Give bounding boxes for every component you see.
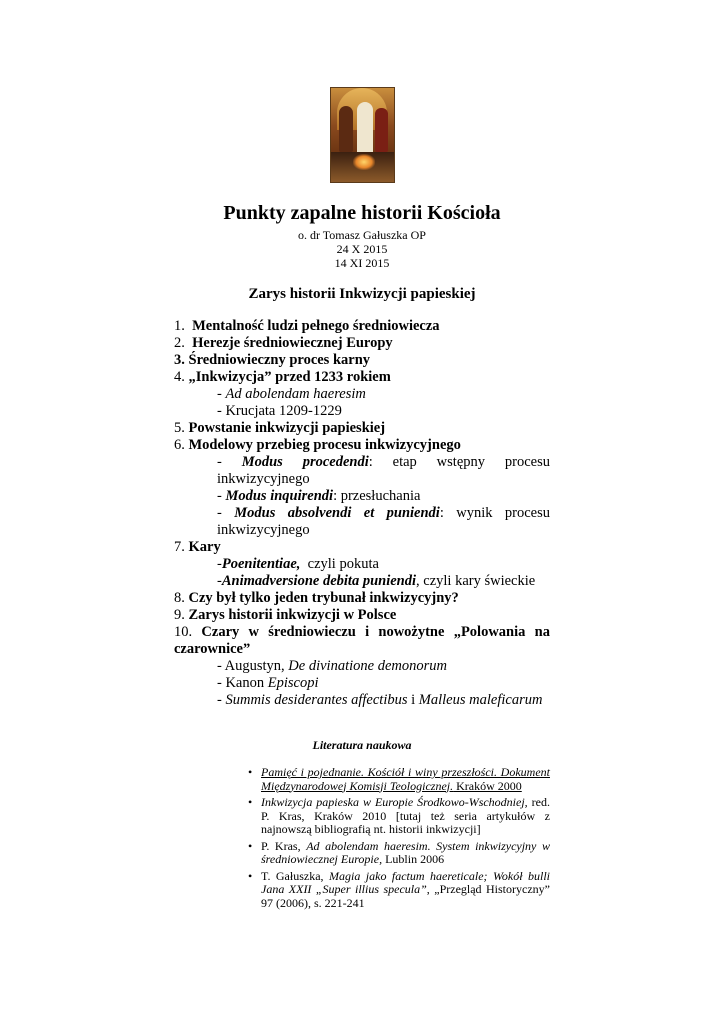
literature-heading: Literatura naukowa [312,738,412,752]
date-2: 14 XI 2015 [334,256,390,270]
outline-subitem: -Poenitentiae, czyli pokuta [217,556,379,572]
page-title: Punkty zapalne historii Kościoła [223,202,501,224]
date-1: 24 X 2015 [336,242,388,256]
outline-item: 2. Herezje średniowiecznej Europy [174,335,393,351]
reference-item: • T. Gałuszka, Magia jako factum haereticale; Wokół bulli Jana XXII „Super illius specula”, „Przegląd Historyczny” 97 (2006), s. 221-241 [248,868,550,910]
course-outline [174,318,550,709]
reference-item: • Inkwizycja papieska w Europie Środkowo-Wschodniej, red. P. Kras, Kraków 2010 [tutaj też seria artykułów z najnowszą bibliografią nt. historii inkwizycji] [248,795,550,836]
outline-subitem: -Animadversione debita puniendi, czyli kary świeckie [217,573,536,589]
section-subtitle: Zarys historii Inkwizycji papieskiej [248,286,476,302]
outline-item: 8. Czy był tylko jeden trybunał inkwizycyjny? [174,590,459,606]
outline-item: 6. Modelowy przebieg procesu inkwizycyjnego [174,437,461,453]
outline-item: 4. „Inkwizycja” przed 1233 rokiem [174,369,391,385]
bullet-icon: • [248,795,253,809]
outline-subitem: - Augustyn, De divinatione demonorum [217,658,447,674]
bullet-icon: • [248,765,253,779]
reference-item: • Pamięć i pojednanie. Kościół i winy przeszłości. Dokument Międzynarodowej Komisji Teologicznej. Kraków 2000 [248,765,550,793]
outline-subitem: - Krucjata 1209-1229 [217,403,342,419]
bullet-icon: • [248,868,253,883]
painting-fire [353,154,375,170]
painting-figure [357,102,373,154]
outline-subitem-continuation: inkwizycyjnego [217,471,310,487]
outline-item: 10. Czary w średniowieczu i nowożytne „Polowania na czarownice” [174,624,550,657]
painting-figure [339,106,353,152]
author: o. dr Tomasz Gałuszka OP [298,228,426,242]
outline-item: 5. Powstanie inkwizycji papieskiej [174,420,386,436]
bullet-icon: • [248,838,253,853]
outline-subitem: - Summis desiderantes affectibus i Malleus maleficarum [217,692,543,708]
painting-figure [375,108,388,152]
outline-subitem: - Modus absolvendi et puniendi: wynik procesu [217,505,550,521]
outline-item: 1. Mentalność ludzi pełnego średniowiecza [174,318,440,334]
header-painting [330,87,395,183]
outline-subitem-continuation: inkwizycyjnego [217,522,310,538]
outline-subitem: - Kanon Episcopi [217,675,319,691]
reference-item: • P. Kras, Ad abolendam haeresim. System inkwizycyjny w średniowiecznej Europie, Lublin 2006 [248,838,550,866]
outline-subitem: - Modus procedendi: etap wstępny procesu [217,454,550,470]
outline-item: 9. Zarys historii inkwizycji w Polsce [174,607,397,623]
outline-subitem: - Modus inquirendi: przesłuchania [217,488,421,504]
outline-item: 3. Średniowieczny proces karny [174,352,371,368]
reference-list [246,766,550,913]
outline-subitem: - Ad abolendam haeresim [217,386,366,402]
outline-item: 7. Kary [174,539,221,555]
